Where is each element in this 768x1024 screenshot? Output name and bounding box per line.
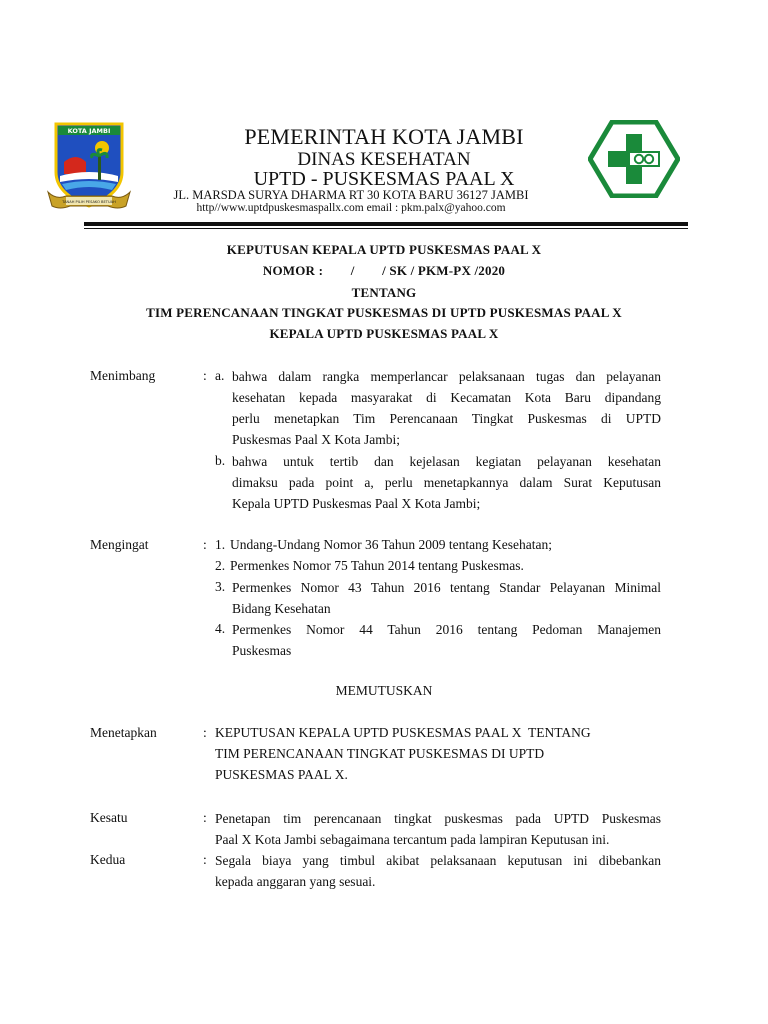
letterhead-government: PEMERINTAH KOTA JAMBI <box>244 124 524 149</box>
decree-about: TENTANG <box>351 285 417 300</box>
text-line: Segala biaya yang timbul akibat pelaksanaan keputusan ini dibebankan <box>215 853 661 868</box>
kesatu-label: Kesatu <box>90 810 128 825</box>
mengingat-colon: : <box>203 537 207 552</box>
mengingat-2-marker: 2. <box>215 558 226 573</box>
letterhead-divider-thick <box>84 222 688 226</box>
letterhead-institution: UPTD - PUSKESMAS PAAL X <box>253 168 515 190</box>
kesatu-text <box>215 808 661 850</box>
text-line: bahwa dalam rangka memperlancar pelaksanaan tugas dan pelayanan <box>232 369 661 384</box>
menetapkan-line-3: PUSKESMAS PAAL X. <box>215 767 348 782</box>
letterhead-contact: http//www.uptdpuskesmaspallx.com email : pkm.palx@yahoo.com <box>196 202 506 214</box>
text-line: dimaksu pada point a, perlu menetapkannya dalam Surat Keputusan <box>232 475 661 490</box>
menetapkan-label: Menetapkan <box>90 725 157 740</box>
memutuskan-heading: MEMUTUSKAN <box>335 683 433 698</box>
kedua-colon: : <box>203 852 207 867</box>
decree-title: KEPUTUSAN KEPALA UPTD PUSKESMAS PAAL X <box>226 242 542 257</box>
text-line: kesehatan kepada masyarakat di Kecamatan Kota Baru dipandang <box>232 390 661 405</box>
menimbang-label: Menimbang <box>90 368 156 383</box>
text-line: Puskesmas <box>232 643 292 658</box>
svg-text:TANAH PILIH PESAKO BETUAH: TANAH PILIH PESAKO BETUAH <box>62 200 116 204</box>
decree-issuer: KEPALA UPTD PUSKESMAS PAAL X <box>269 326 499 341</box>
menetapkan-colon: : <box>203 725 207 740</box>
mengingat-2-text: Permenkes Nomor 75 Tahun 2014 tentang Puskesmas. <box>230 558 524 573</box>
menimbang-colon: : <box>203 368 207 383</box>
text-line: Permenkes Nomor 44 Tahun 2016 tentang Pedoman Manajemen <box>232 622 661 637</box>
menetapkan-line-2: TIM PERENCANAAN TINGKAT PUSKESMAS DI UPTD <box>215 746 545 761</box>
menimbang-b-text <box>232 451 661 514</box>
text-line: Penetapan tim perencanaan tingkat puskesmas pada UPTD Puskesmas <box>215 811 661 826</box>
decree-subject: TIM PERENCANAAN TINGKAT PUSKESMAS DI UPTD PUSKESMAS PAAL X <box>146 305 622 320</box>
mengingat-1-text: Undang-Undang Nomor 36 Tahun 2009 tentang Kesehatan; <box>230 537 552 552</box>
text-line: bahwa untuk tertib dan kejelasan kegiatan pelayanan kesehatan <box>232 454 661 469</box>
mengingat-3-marker: 3. <box>215 579 226 594</box>
text-line: Puskesmas Paal X Kota Jambi; <box>232 432 400 447</box>
mengingat-3-text <box>232 577 661 619</box>
letterhead-department: DINAS KESEHATAN <box>297 149 471 170</box>
text-line: perlu menetapkan Tim Perencanaan Tingkat Puskesmas di UPTD <box>232 411 661 426</box>
emblem-top-text: KOTA JAMBI <box>67 127 111 135</box>
text-line: Bidang Kesehatan <box>232 601 331 616</box>
kesatu-colon: : <box>203 810 207 825</box>
mengingat-4-text <box>232 619 661 661</box>
decree-number: NOMOR : / / SK / PKM-PX /2020 <box>262 263 506 278</box>
menimbang-a-marker: a. <box>215 368 225 383</box>
mengingat-4-marker: 4. <box>215 621 226 636</box>
mengingat-1-marker: 1. <box>215 537 226 552</box>
kedua-text <box>215 850 661 892</box>
text-line: kepada anggaran yang sesuai. <box>215 874 376 889</box>
text-line: Paal X Kota Jambi sebagaimana tercantum pada lampiran Keputusan ini. <box>215 832 610 847</box>
letterhead-divider-thin <box>84 228 688 229</box>
text-line: Permenkes Nomor 43 Tahun 2016 tentang Standar Pelayanan Minimal <box>232 580 661 595</box>
menimbang-b-marker: b. <box>215 453 226 468</box>
kedua-label: Kedua <box>90 852 126 867</box>
mengingat-label: Mengingat <box>90 537 149 552</box>
text-line: Kepala UPTD Puskesmas Paal X Kota Jambi; <box>232 496 481 511</box>
letterhead-address: JL. MARSDA SURYA DHARMA RT 30 KOTA BARU 36127 JAMBI <box>173 188 529 202</box>
menimbang-a-text <box>232 366 661 450</box>
menetapkan-line-1: KEPUTUSAN KEPALA UPTD PUSKESMAS PAAL X TENTANG <box>215 725 591 740</box>
